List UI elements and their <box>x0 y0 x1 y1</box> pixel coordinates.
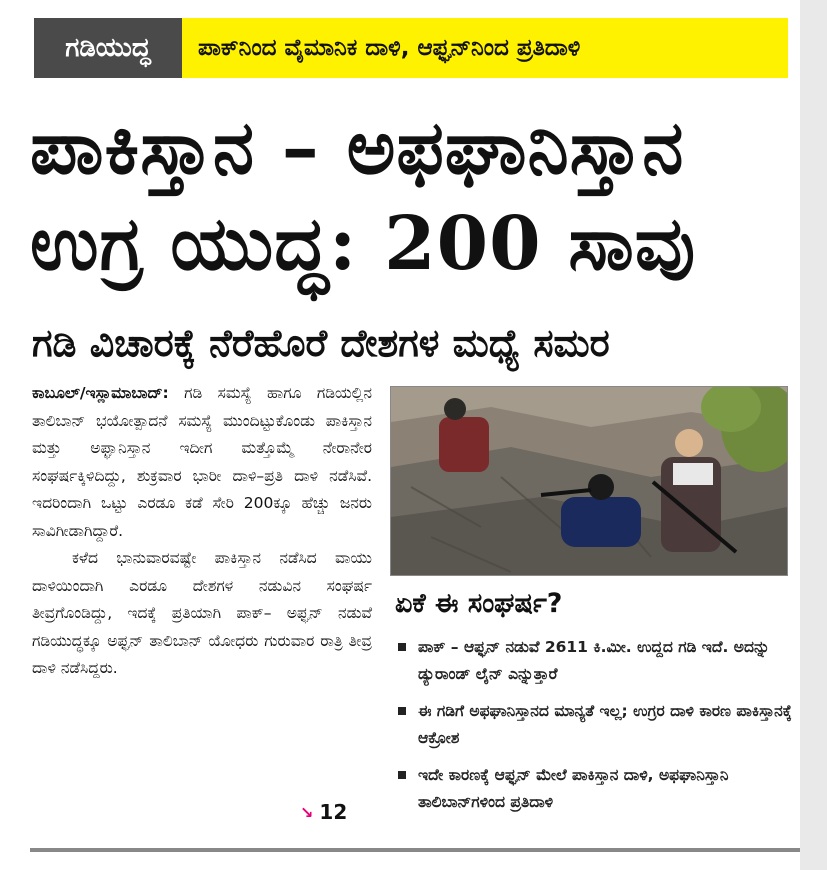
list-item <box>394 634 794 688</box>
square-bullet-icon <box>398 707 406 715</box>
article-body <box>32 380 372 683</box>
list-item <box>394 698 794 752</box>
page-edge <box>800 0 827 870</box>
arrow-down-right-icon: ↘ <box>300 802 314 822</box>
dateline: ಕಾಬೂಲ್/ಇಸ್ಲಾಮಾಬಾದ್: <box>32 384 169 402</box>
sidebar-heading: ಏಕೆ ಈ ಸಂಘರ್ಷ? <box>395 588 563 619</box>
bullet-text: ಪಾಕ್ – ಆಫ್ಘನ್ ನಡುವೆ 2611 ಕಿ.ಮೀ. ಉದ್ದದ ಗಡಿ ಇದೆ. ಅದನ್ನು ಡ್ಯುರಾಂಡ್ ಲೈನ್ ಎನ್ನುತ್ತಾರೆ <box>418 638 770 683</box>
news-photo <box>390 386 788 576</box>
article-paragraph-1 <box>32 380 372 545</box>
paragraph-1-text: ಗಡಿ ಸಮಸ್ಯೆ ಹಾಗೂ ಗಡಿಯಲ್ಲಿನ ತಾಲಿಬಾನ್ ಭಯೋತ್ಪಾದನೆ ಸಮಸ್ಯೆ ಮುಂದಿಟ್ಟುಕೊಂಡು ಪಾಕಿಸ್ತಾನ ಮತ್ತು ಅಫ್ಘಾನಿಸ್ತಾನ ಇದೀಗ ಮತ್ತೊಮ್ಮೆ ನೇರಾನೇರ ಸಂಘರ್ಷಕ್ಕಿಳಿದಿದ್ದು, ಶುಕ್ರವಾರ ಭಾರೀ ದಾಳಿ–ಪ್ರತಿ ದಾಳಿ ನಡೆಸಿವೆ. ಇದರಿಂದಾಗಿ ಒಟ್ಟು ಎರಡೂ ಕಡೆ ಸೇರಿ 200ಕ್ಕೂ ಹೆಚ್ಚು ಜನರು ಸಾವಿಗೀಡಾಗಿದ್ದಾರೆ. <box>32 384 372 540</box>
kicker-strap: ಪಾಕ್‌ನಿಂದ ವೈಮಾನಿಕ ದಾಳಿ, ಆಫ್ಘನ್‌ನಿಂದ ಪ್ರತಿದಾಳಿ <box>182 18 788 78</box>
continued-page-number: 12 <box>319 800 348 824</box>
kicker-tag: ಗಡಿಯುದ್ಧ <box>34 18 182 78</box>
continued-jump <box>300 800 347 824</box>
list-item <box>394 762 794 816</box>
bullet-text: ಈ ಗಡಿಗೆ ಅಫಘಾನಿಸ್ತಾನದ ಮಾನ್ಯತೆ ಇಲ್ಲ; ಉಗ್ರರ ದಾಳಿ ಕಾರಣ ಪಾಕಿಸ್ತಾನಕ್ಕೆ ಆಕ್ರೋಶ <box>418 702 792 747</box>
fighters-on-hillside-photo <box>391 387 787 575</box>
article-paragraph-2: ಕಳೆದ ಭಾನುವಾರವಷ್ಟೇ ಪಾಕಿಸ್ತಾನ ನಡೆಸಿದ ವಾಯು ದಾಳಿಯಿಂದಾಗಿ ಎರಡೂ ದೇಶಗಳ ನಡುವಿನ ಸಂಘರ್ಷ ತೀವ್ರಗೊಂಡಿದ್ದು, ಇದಕ್ಕೆ ಪ್ರತಿಯಾಗಿ ಪಾಕ್– ಅಫ್ಘನ್ ನಡುವೆ ಗಡಿಯುದ್ಧಕ್ಕೂ ಅಫ್ಘನ್ ತಾಲಿಬಾನ್ ಯೋಧರು ಗುರುವಾರ ರಾತ್ರಿ ತೀವ್ರ ದಾಳಿ ನಡೆಸಿದ್ದರು. <box>32 549 372 677</box>
square-bullet-icon <box>398 771 406 779</box>
headline <box>30 100 800 292</box>
sidebar-bullet-list <box>394 634 794 826</box>
bottom-rule <box>30 848 800 852</box>
square-bullet-icon <box>398 643 406 651</box>
bullet-text: ಇದೇ ಕಾರಣಕ್ಕೆ ಆಫ್ಘನ್ ಮೇಲೆ ಪಾಕಿಸ್ತಾನ ದಾಳಿ, ಅಫಘಾನಿಸ್ತಾನಿ ತಾಲಿಬಾನ್‌ಗಳಿಂದ ಪ್ರತಿದಾಳಿ <box>418 766 729 811</box>
subheadline: ಗಡಿ ವಿಚಾರಕ್ಕೆ ನೆರೆಹೊರೆ ದೇಶಗಳ ಮಧ್ಯೆ ಸಮರ <box>32 321 610 365</box>
headline-line-2: ಉಗ್ರ ಯುದ್ಧ: 200 ಸಾವು <box>30 201 697 287</box>
headline-line-1: ಪಾಕಿಸ್ತಾನ – ಅಫಘಾನಿಸ್ತಾನ <box>30 105 685 191</box>
